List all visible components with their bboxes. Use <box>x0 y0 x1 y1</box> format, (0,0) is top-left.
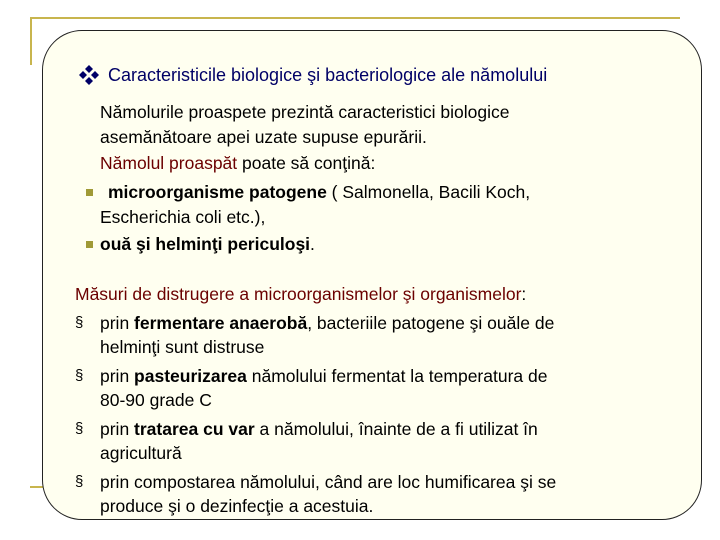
section-bullet-icon: § <box>75 420 84 437</box>
measure-item-2-line-1 <box>100 364 547 388</box>
measure-item-4-line-1: prin compostarea nămolului, când are loc humificarea şi se <box>100 472 557 492</box>
measure-item-2-post: nămolului fermentat la temperatura de <box>246 366 548 386</box>
content-item-1-bold: microorganisme patogene <box>108 182 327 202</box>
content-item-1-rest: ( Salmonella, Bacili Koch, <box>326 182 531 202</box>
measures-heading <box>75 284 526 305</box>
intro-line-1: Nămolurile proaspete prezintă caracteristici biologice <box>100 102 510 122</box>
title-text: Caracteristicile biologice şi bacteriologice ale nămolului <box>108 64 548 85</box>
measure-item-1-post: , bacteriile patogene şi ouăle de <box>307 313 555 333</box>
fresh-sludge-bold: Nămolul proaspăt <box>100 153 238 173</box>
measure-item-3-pre: prin <box>100 419 135 439</box>
square-bullet-icon <box>86 241 93 248</box>
measure-item-3-line-2: agricultură <box>100 443 182 463</box>
section-bullet-icon: § <box>75 367 84 384</box>
content-item-1-line-1 <box>108 180 530 205</box>
content-item-2-rest: . <box>310 234 315 254</box>
measure-item-1-line-1 <box>100 311 554 335</box>
measure-item-2-bold: pasteurizarea <box>134 366 247 386</box>
section-bullet-icon: § <box>75 473 84 490</box>
four-diamond-bullet-icon <box>78 64 100 86</box>
fresh-sludge-rest: poate să conţină: <box>237 153 376 173</box>
content-item-2-line-1 <box>100 232 315 257</box>
measure-item-1-bold: fermentare anaerobă <box>134 313 308 333</box>
measure-item-4-line-2: produce şi o dezinfecţie a acestuia. <box>100 496 374 516</box>
content-item-2-bold: ouă şi helminţi periculoşi <box>100 234 311 254</box>
content-item-1-line-2: Escherichia coli etc.), <box>100 207 266 227</box>
measure-item-1-line-2: helminţi sunt distruse <box>100 337 265 357</box>
intro-line-2: asemănătoare apei uzate supuse epurării. <box>100 127 427 147</box>
fresh-sludge-line <box>100 151 375 176</box>
measure-item-3-post: a nămolului, înainte de a fi utilizat în <box>254 419 538 439</box>
slide-title <box>78 62 547 88</box>
measure-item-1-pre: prin <box>100 313 135 333</box>
frame-top-line <box>30 17 680 19</box>
square-bullet-icon <box>86 189 93 196</box>
measure-item-2-line-2: 80-90 grade C <box>100 390 212 410</box>
section-bullet-icon: § <box>75 314 84 331</box>
frame-left-line <box>30 17 32 65</box>
measure-item-3-bold: tratarea cu var <box>134 419 255 439</box>
measures-heading-text: Măsuri de distrugere a microorganismelor şi organismelor <box>75 284 522 304</box>
measure-item-3-line-1 <box>100 417 538 441</box>
measures-heading-colon: : <box>521 284 527 304</box>
measure-item-2-pre: prin <box>100 366 135 386</box>
